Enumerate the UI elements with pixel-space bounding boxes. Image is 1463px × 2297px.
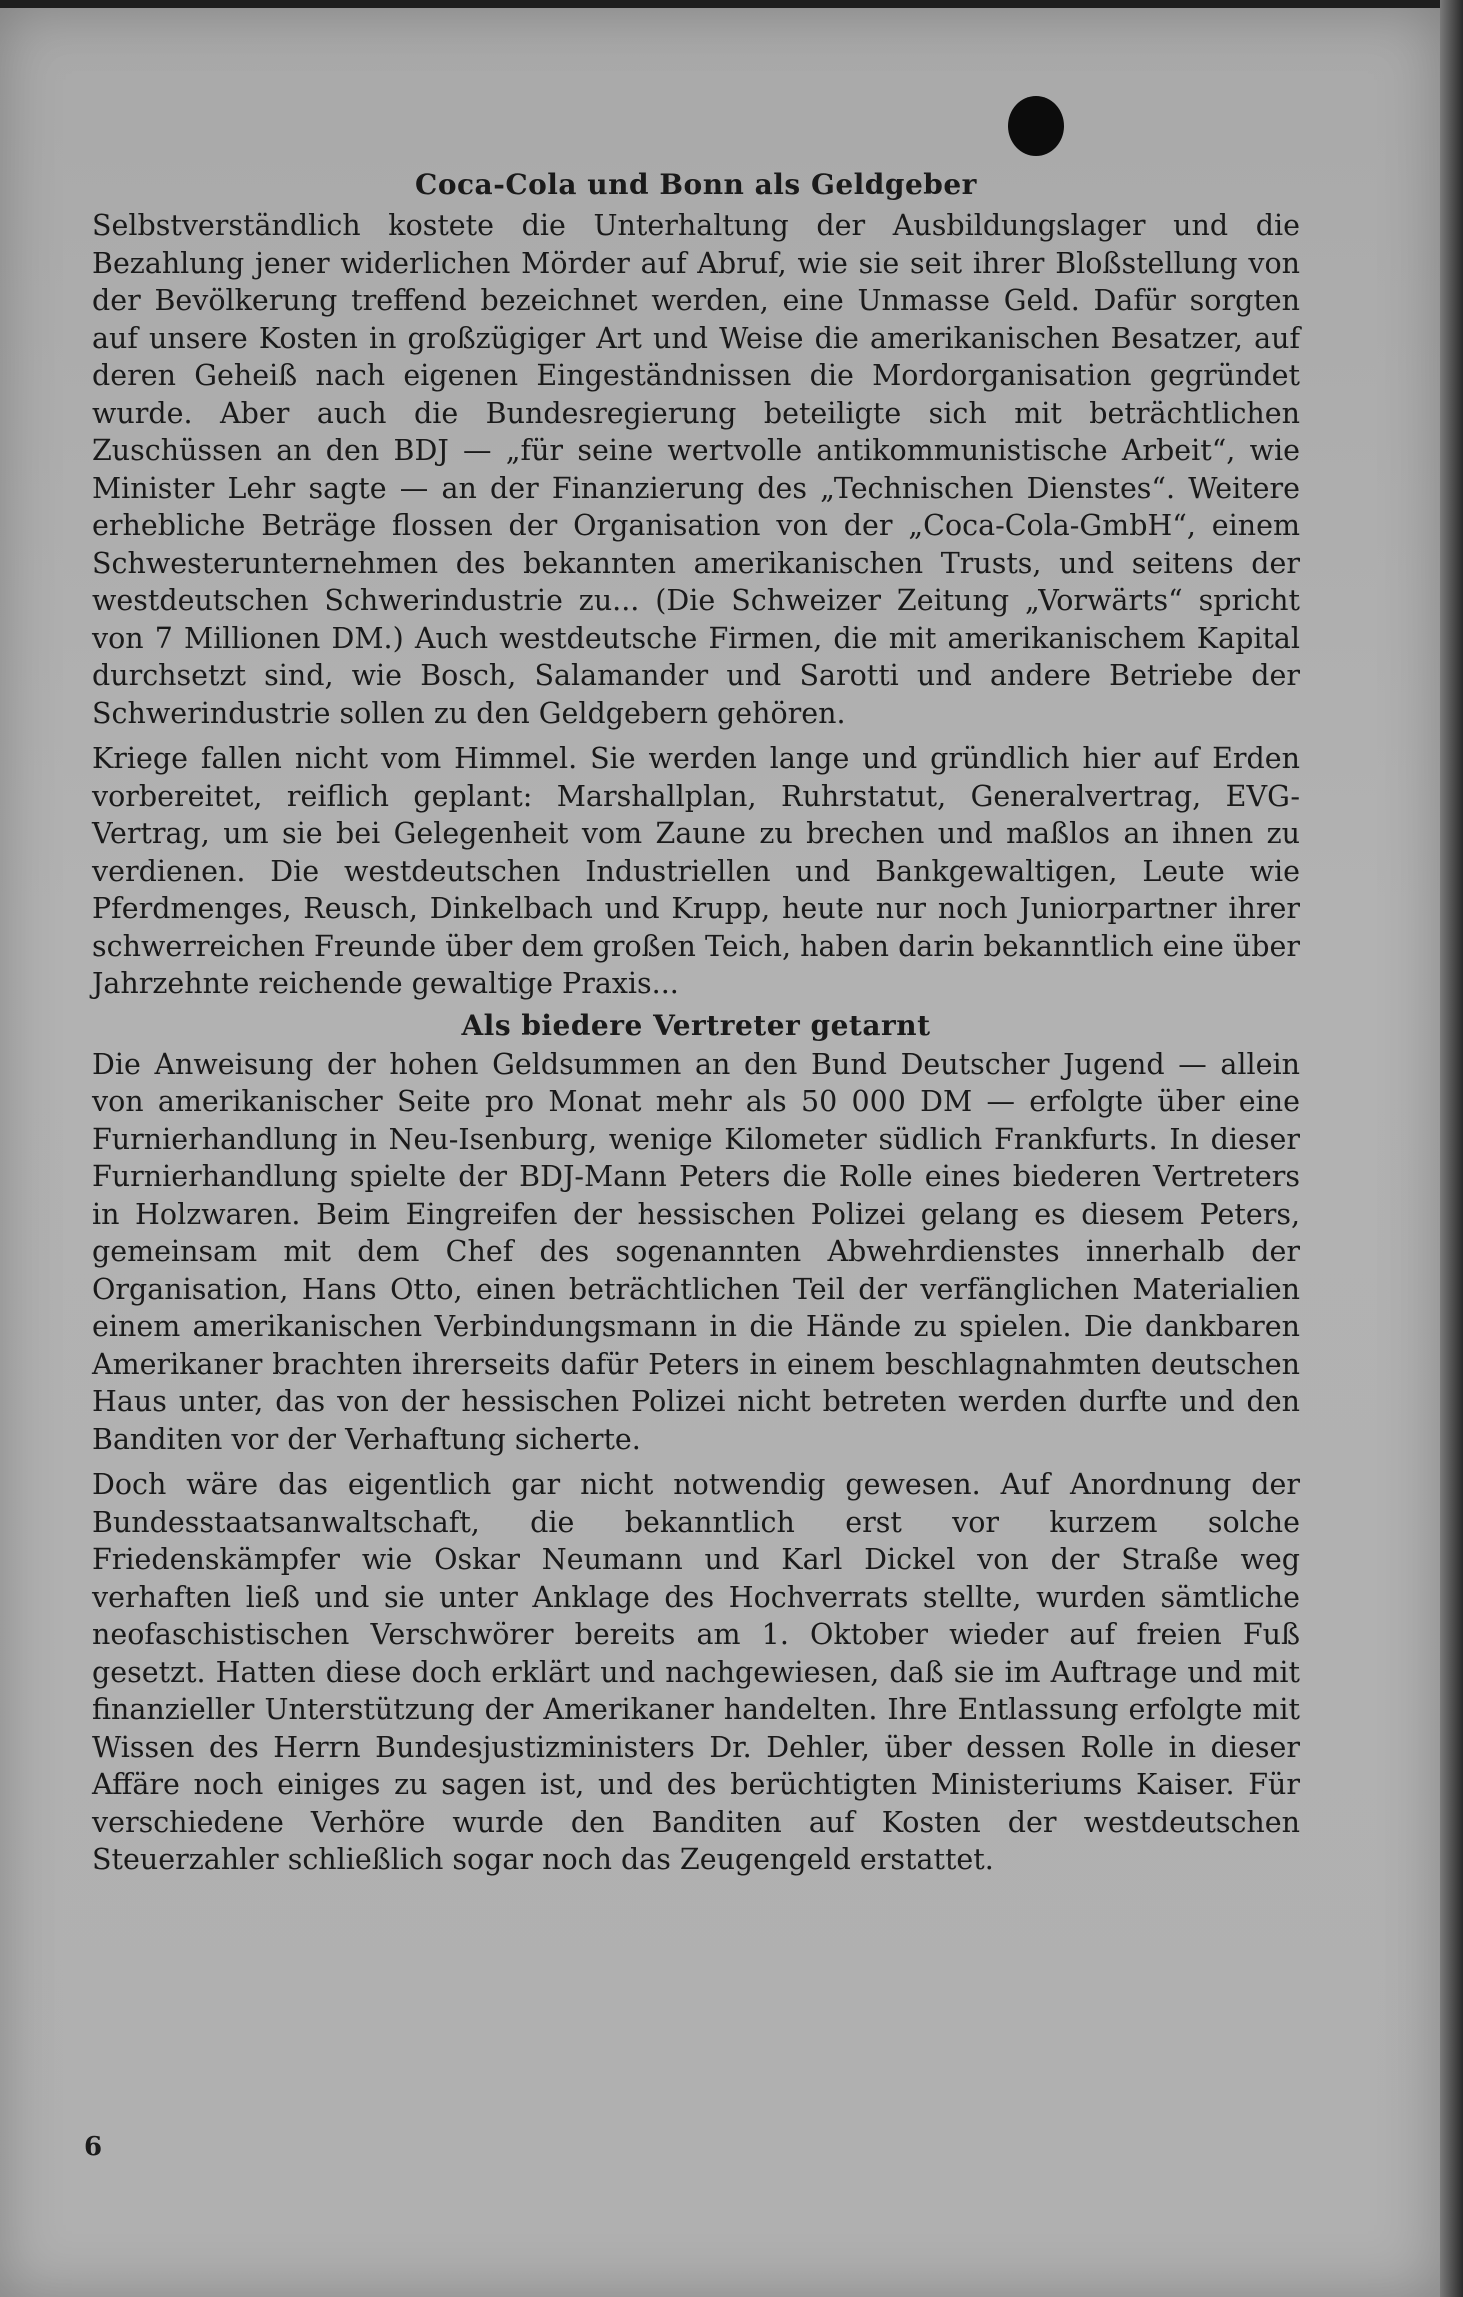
page-content [92, 168, 1300, 1879]
page-edge-shadow [1440, 0, 1463, 2297]
paragraph: Kriege fallen nicht vom Himmel. Sie werden lange und gründlich hier auf Erden vorbereitet, reiflich geplant: Marshallplan, Ruhrstatut, Generalvertrag, EVG-Vertrag, um sie bei Gelegenheit vom Zaune zu brechen und maßlos an ihnen zu verdienen. Die westdeutschen Industriellen und Bankgewaltigen, Leute wie Pferdmenges, Reusch, Dinkelbach und Krupp, heute nur noch Juniorpartner ihrer schwerreichen Freunde über dem großen Teich, haben darin bekanntlich eine über Jahrzehnte reichende gewaltige Praxis... [92, 742, 1300, 1000]
paragraph: Die Anweisung der hohen Geldsummen an den Bund Deutscher Jugend — allein von amerikanischer Seite pro Monat mehr als 50 000 DM — erfolgte über eine Furnierhandlung in Neu-Isenburg, wenige Kilometer südlich Frankfurts. In dieser Furnierhandlung spielte der BDJ-Mann Peters die Rolle eines biederen Vertreters in Holzwaren. Beim Eingreifen der hessischen Polizei gelang es diesem Peters, gemeinsam mit dem Chef des sogenannten Abwehrdienstes innerhalb der Organisation, Hans Otto, einen beträchtlichen Teil der verfänglichen Materialien einem amerikanischen Verbindungsmann in die Hände zu spielen. Die dankbaren Amerikaner brachten ihrerseits dafür Peters in einem beschlagnahmten deutschen Haus unter, das von der hessischen Polizei nicht betreten werden durfte und den Banditen vor der Verhaftung sicherte. [92, 1047, 1300, 1456]
page-number: 6 [84, 2132, 103, 2162]
paragraph: Selbstverständlich kostete die Unterhaltung der Ausbildungslager und die Bezahlung jener widerlichen Mörder auf Abruf, wie sie seit ihrer Bloßstellung von der Bevölkerung treffend bezeichnet werden, eine Unmasse Geld. Dafür sorgten auf unsere Kosten in großzügiger Art und Weise die amerikanischen Besatzer, auf deren Geheiß nach eigenen Eingeständnissen die Mordorganisation gegründet wurde. Aber auch die Bundesregierung beteiligte sich mit beträchtlichen Zuschüssen an den BDJ — „für seine wertvolle antikommunistische Arbeit“, wie Minister Lehr sagte — an der Finanzierung des „Technischen Dienstes“. Weitere erhebliche Beträge flossen der Organisation von der „Coca-Cola-GmbH“, einem Schwesterunternehmen des bekannten amerikanischen Trusts, und seitens der westdeutschen Schwerindustrie zu... (Die Schweizer Zeitung „Vorwärts“ spricht von 7 Millionen DM.) Auch westdeutsche Firmen, die mit amerikanischem Kapital durchsetzt sind, wie Bosch, Salamander und Sarotti und andere Betriebe der Schwerindustrie sollen zu den Geldgebern gehören. [92, 209, 1300, 730]
section-heading-geldgeber: Coca-Cola und Bonn als Geldgeber [415, 168, 977, 201]
section-heading-vertreter: Als biedere Vertreter getarnt [461, 1008, 931, 1042]
paragraph: Doch wäre das eigentlich gar nicht notwendig gewesen. Auf Anordnung der Bundesstaatsanwaltschaft, die bekanntlich erst vor kurzem solche Friedenskämpfer wie Oskar Neumann und Karl Dickel von der Straße weg verhaften ließ und sie unter Anklage des Hochverrats stellte, wurden sämtliche neofaschistischen Verschwörer bereits am 1. Oktober wieder auf freien Fuß gesetzt. Hatten diese doch erklärt und nachgewiesen, daß sie im Auftrage und mit finanzieller Unterstützung der Amerikaner handelten. Ihre Entlassung erfolgte mit Wissen des Herrn Bundesjustizministers Dr. Dehler, über dessen Rolle in dieser Affäre noch einiges zu sagen ist, und des berüchtigten Ministeriums Kaiser. Für verschiedene Verhöre wurde den Banditen auf Kosten der westdeutschen Steuerzahler schließlich sogar noch das Zeugengeld erstattet. [92, 1468, 1300, 1876]
punch-hole [1008, 96, 1064, 156]
document-page [0, 8, 1440, 2297]
